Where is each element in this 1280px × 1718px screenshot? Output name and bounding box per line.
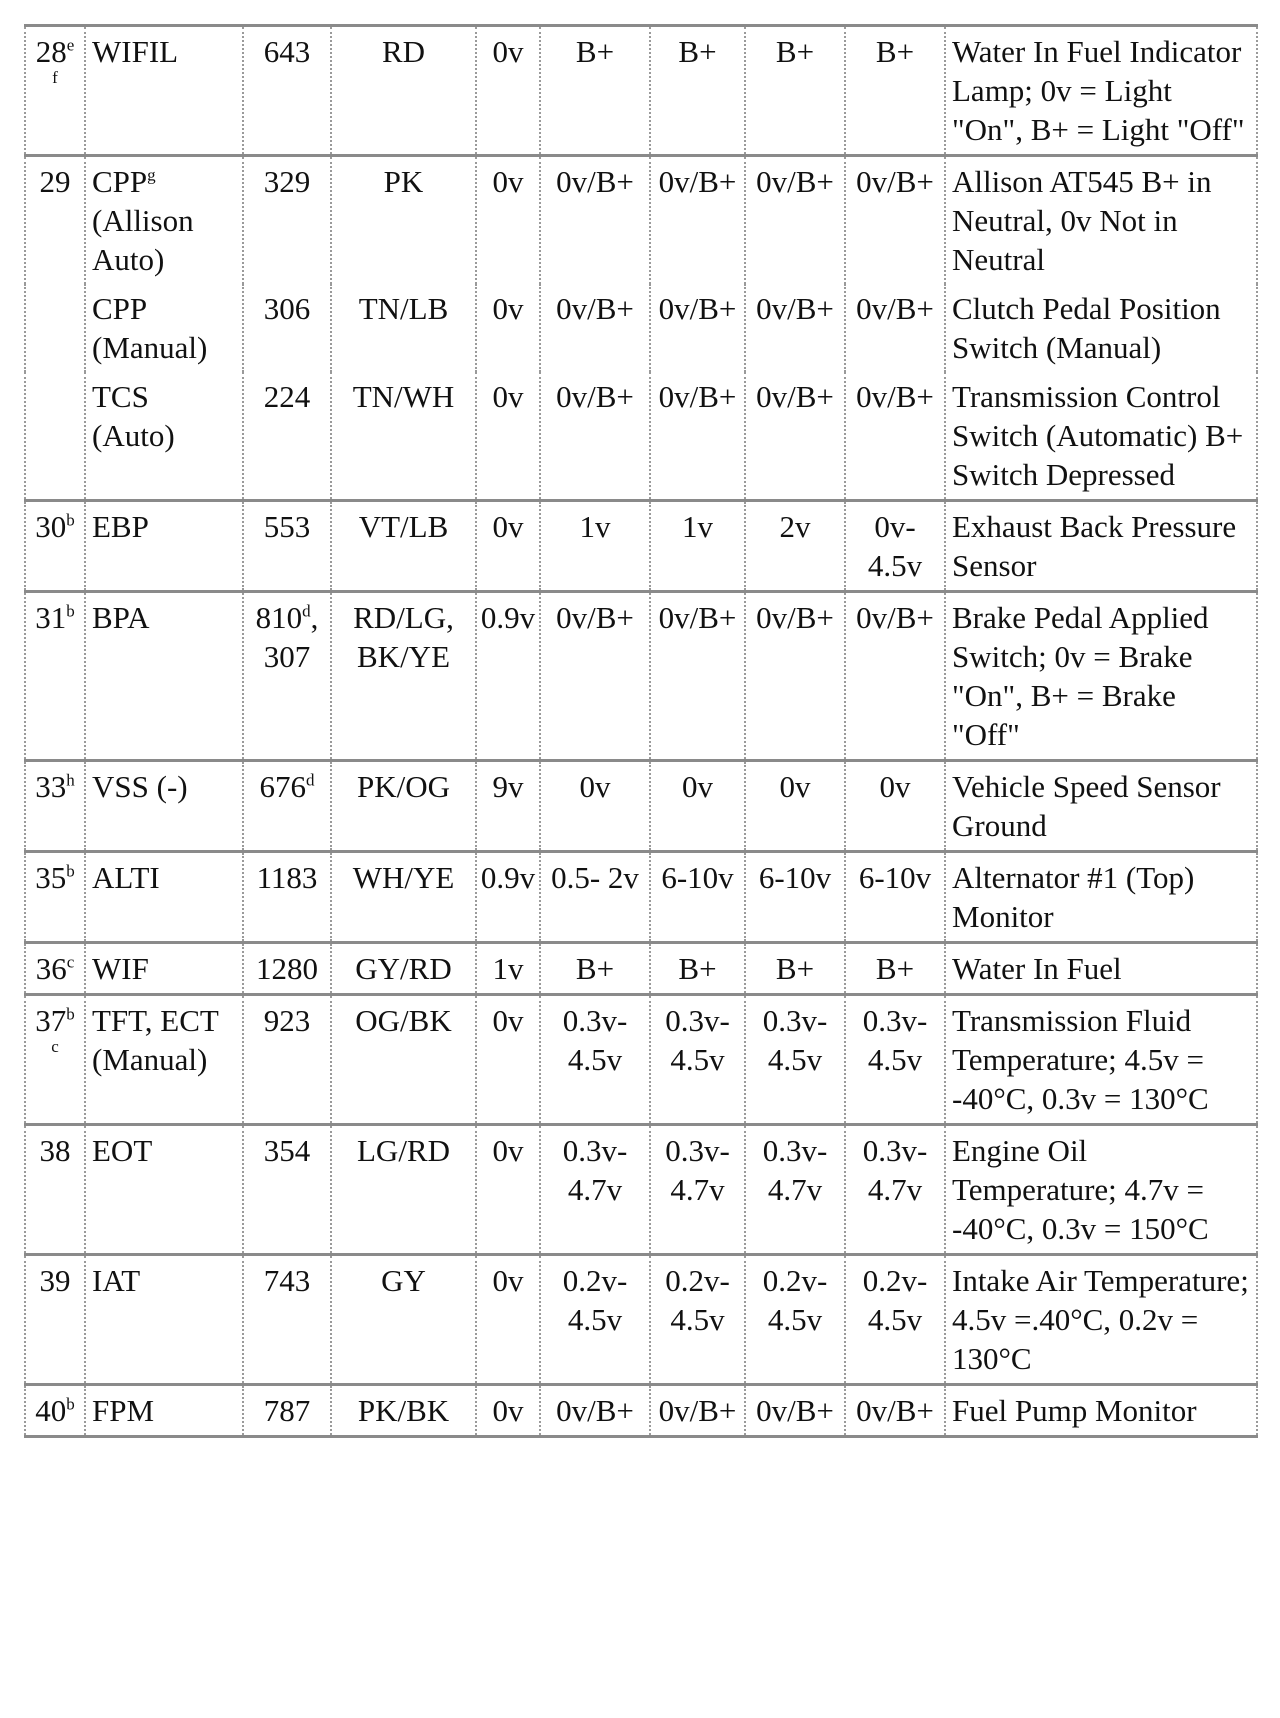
table-row <box>25 943 1257 995</box>
voltage-cell-3: 0.3v- 4.5v <box>650 995 745 1125</box>
pin-cell: 31$^b$ <box>25 592 85 761</box>
voltage-cell-2: 0v/B+ <box>540 156 650 285</box>
pin-cell: 38 <box>25 1125 85 1255</box>
voltage-cell-4: B+ <box>745 26 845 156</box>
voltage-cell-4: 0.2v- 4.5v <box>745 1255 845 1385</box>
pin-cell: 33$^h$ <box>25 761 85 852</box>
voltage-cell-1: 1v <box>476 943 540 995</box>
voltage-cell-5: 0v/B+ <box>845 156 945 285</box>
voltage-cell-3: 0v/B+ <box>650 592 745 761</box>
wire-color-cell: RD <box>331 26 476 156</box>
wire-color-cell: PK/BK <box>331 1385 476 1437</box>
voltage-cell-2: 0.3v- 4.5v <box>540 995 650 1125</box>
voltage-cell-2: 0v/B+ <box>540 592 650 761</box>
pin-cell: 37$^b$ c <box>25 995 85 1125</box>
description-cell: Transmission Fluid Temperature; 4.5v = -40°C, 0.3v = 130°C <box>945 995 1257 1125</box>
signal-name-cell: WIF <box>85 943 243 995</box>
description-cell: Water In Fuel Indicator Lamp; 0v = Light "On", B+ = Light "Off" <box>945 26 1257 156</box>
wire-color-cell: TN/LB <box>331 284 476 372</box>
wire-color-cell: PK/OG <box>331 761 476 852</box>
description-cell: Exhaust Back Pressure Sensor <box>945 501 1257 592</box>
voltage-cell-3: B+ <box>650 26 745 156</box>
signal-name-cell: CPP (Manual) <box>85 284 243 372</box>
pin-cell <box>25 284 85 372</box>
signal-name-cell: IAT <box>85 1255 243 1385</box>
voltage-cell-5: 0v/B+ <box>845 592 945 761</box>
voltage-cell-1: 0v <box>476 1385 540 1437</box>
description-cell: Clutch Pedal Position Switch (Manual) <box>945 284 1257 372</box>
wire-color-cell: RD/LG, BK/YE <box>331 592 476 761</box>
voltage-cell-5: 0.3v- 4.7v <box>845 1125 945 1255</box>
description-cell: Water In Fuel <box>945 943 1257 995</box>
description-cell: Allison AT545 B+ in Neutral, 0v Not in Neutral <box>945 156 1257 285</box>
description-cell: Alternator #1 (Top) Monitor <box>945 852 1257 943</box>
voltage-cell-4: 0v/B+ <box>745 592 845 761</box>
voltage-cell-5: 0v <box>845 761 945 852</box>
voltage-cell-3: 0.2v- 4.5v <box>650 1255 745 1385</box>
signal-name-cell: ALTI <box>85 852 243 943</box>
table-row <box>25 995 1257 1125</box>
description-cell: Intake Air Temperature; 4.5v =.40°C, 0.2v = 130°C <box>945 1255 1257 1385</box>
circuit-number-cell: 810$^d$, 307 <box>243 592 331 761</box>
signal-name-cell: TCS (Auto) <box>85 372 243 501</box>
voltage-cell-1: 0v <box>476 501 540 592</box>
voltage-cell-1: 0v <box>476 1125 540 1255</box>
table-row <box>25 501 1257 592</box>
table-row <box>25 156 1257 285</box>
wire-color-cell: LG/RD <box>331 1125 476 1255</box>
table-row <box>25 852 1257 943</box>
pin-cell: 35$^b$ <box>25 852 85 943</box>
voltage-cell-4: 0v/B+ <box>745 372 845 501</box>
pin-cell: 39 <box>25 1255 85 1385</box>
voltage-cell-3: 0.3v- 4.7v <box>650 1125 745 1255</box>
voltage-cell-1: 0v <box>476 26 540 156</box>
table-row <box>25 1385 1257 1437</box>
circuit-number-cell: 354 <box>243 1125 331 1255</box>
signal-name-cell: TFT, ECT (Manual) <box>85 995 243 1125</box>
voltage-cell-5: B+ <box>845 943 945 995</box>
table-body <box>25 26 1257 1437</box>
wire-color-cell: PK <box>331 156 476 285</box>
voltage-cell-5: 0v/B+ <box>845 284 945 372</box>
voltage-cell-5: 0.2v- 4.5v <box>845 1255 945 1385</box>
description-cell: Engine Oil Temperature; 4.7v = -40°C, 0.3v = 150°C <box>945 1125 1257 1255</box>
circuit-number-cell: 329 <box>243 156 331 285</box>
voltage-cell-3: 1v <box>650 501 745 592</box>
circuit-number-cell: 676$^d$ <box>243 761 331 852</box>
voltage-cell-2: 0v/B+ <box>540 1385 650 1437</box>
voltage-cell-1: 0v <box>476 1255 540 1385</box>
pin-cell: 36$^c$ <box>25 943 85 995</box>
wire-color-cell: VT/LB <box>331 501 476 592</box>
pin-cell: 29 <box>25 156 85 285</box>
voltage-cell-3: 6-10v <box>650 852 745 943</box>
voltage-cell-4: 0v <box>745 761 845 852</box>
description-cell: Transmission Control Switch (Automatic) B+ Switch Depressed <box>945 372 1257 501</box>
voltage-cell-3: 0v/B+ <box>650 372 745 501</box>
wire-color-cell: GY/RD <box>331 943 476 995</box>
pin-cell: 28e f <box>25 26 85 156</box>
signal-name-cell: CPP$^g$ (Allison Auto) <box>85 156 243 285</box>
circuit-number-cell: 224 <box>243 372 331 501</box>
signal-name-cell: EOT <box>85 1125 243 1255</box>
voltage-cell-1: 0v <box>476 995 540 1125</box>
voltage-cell-4: B+ <box>745 943 845 995</box>
voltage-cell-1: 0v <box>476 284 540 372</box>
voltage-cell-1: 9v <box>476 761 540 852</box>
circuit-number-cell: 787 <box>243 1385 331 1437</box>
circuit-number-cell: 553 <box>243 501 331 592</box>
voltage-cell-1: 0v <box>476 372 540 501</box>
pin-cell: 30$^b$ <box>25 501 85 592</box>
voltage-cell-4: 0v/B+ <box>745 1385 845 1437</box>
signal-name-cell: EBP <box>85 501 243 592</box>
table-row <box>25 592 1257 761</box>
voltage-cell-2: B+ <box>540 26 650 156</box>
voltage-cell-4: 0v/B+ <box>745 156 845 285</box>
table-row <box>25 26 1257 156</box>
circuit-number-cell: 1280 <box>243 943 331 995</box>
voltage-cell-4: 2v <box>745 501 845 592</box>
voltage-cell-4: 6-10v <box>745 852 845 943</box>
voltage-cell-5: 0.3v- 4.5v <box>845 995 945 1125</box>
voltage-cell-3: 0v/B+ <box>650 284 745 372</box>
voltage-cell-5: 0v/B+ <box>845 1385 945 1437</box>
signal-name-cell: BPA <box>85 592 243 761</box>
voltage-cell-5: 0v- 4.5v <box>845 501 945 592</box>
wire-color-cell: GY <box>331 1255 476 1385</box>
pin-voltage-table <box>24 24 1258 1438</box>
voltage-cell-1: 0v <box>476 156 540 285</box>
document-page <box>24 24 1256 1438</box>
wire-color-cell: OG/BK <box>331 995 476 1125</box>
circuit-number-cell: 643 <box>243 26 331 156</box>
table-row <box>25 284 1257 372</box>
table-row <box>25 761 1257 852</box>
table-row <box>25 372 1257 501</box>
circuit-number-cell: 306 <box>243 284 331 372</box>
voltage-cell-2: 0v/B+ <box>540 372 650 501</box>
voltage-cell-2: 0.3v- 4.7v <box>540 1125 650 1255</box>
voltage-cell-2: B+ <box>540 943 650 995</box>
voltage-cell-5: 0v/B+ <box>845 372 945 501</box>
voltage-cell-5: B+ <box>845 26 945 156</box>
description-cell: Vehicle Speed Sensor Ground <box>945 761 1257 852</box>
table-row <box>25 1255 1257 1385</box>
pin-cell <box>25 372 85 501</box>
voltage-cell-2: 0v/B+ <box>540 284 650 372</box>
circuit-number-cell: 923 <box>243 995 331 1125</box>
wire-color-cell: TN/WH <box>331 372 476 501</box>
voltage-cell-3: 0v/B+ <box>650 1385 745 1437</box>
voltage-cell-4: 0.3v- 4.5v <box>745 995 845 1125</box>
wire-color-cell: WH/YE <box>331 852 476 943</box>
voltage-cell-1: 0.9v <box>476 592 540 761</box>
voltage-cell-2: 0v <box>540 761 650 852</box>
description-cell: Fuel Pump Monitor <box>945 1385 1257 1437</box>
voltage-cell-2: 1v <box>540 501 650 592</box>
voltage-cell-3: 0v <box>650 761 745 852</box>
voltage-cell-4: 0.3v- 4.7v <box>745 1125 845 1255</box>
voltage-cell-1: 0.9v <box>476 852 540 943</box>
voltage-cell-2: 0.5- 2v <box>540 852 650 943</box>
circuit-number-cell: 1183 <box>243 852 331 943</box>
table-row <box>25 1125 1257 1255</box>
circuit-number-cell: 743 <box>243 1255 331 1385</box>
pin-cell: 40$^b$ <box>25 1385 85 1437</box>
voltage-cell-4: 0v/B+ <box>745 284 845 372</box>
voltage-cell-2: 0.2v- 4.5v <box>540 1255 650 1385</box>
signal-name-cell: FPM <box>85 1385 243 1437</box>
voltage-cell-5: 6-10v <box>845 852 945 943</box>
voltage-cell-3: B+ <box>650 943 745 995</box>
signal-name-cell: WIFIL <box>85 26 243 156</box>
voltage-cell-3: 0v/B+ <box>650 156 745 285</box>
description-cell: Brake Pedal Applied Switch; 0v = Brake "On", B+ = Brake "Off" <box>945 592 1257 761</box>
signal-name-cell: VSS (-) <box>85 761 243 852</box>
